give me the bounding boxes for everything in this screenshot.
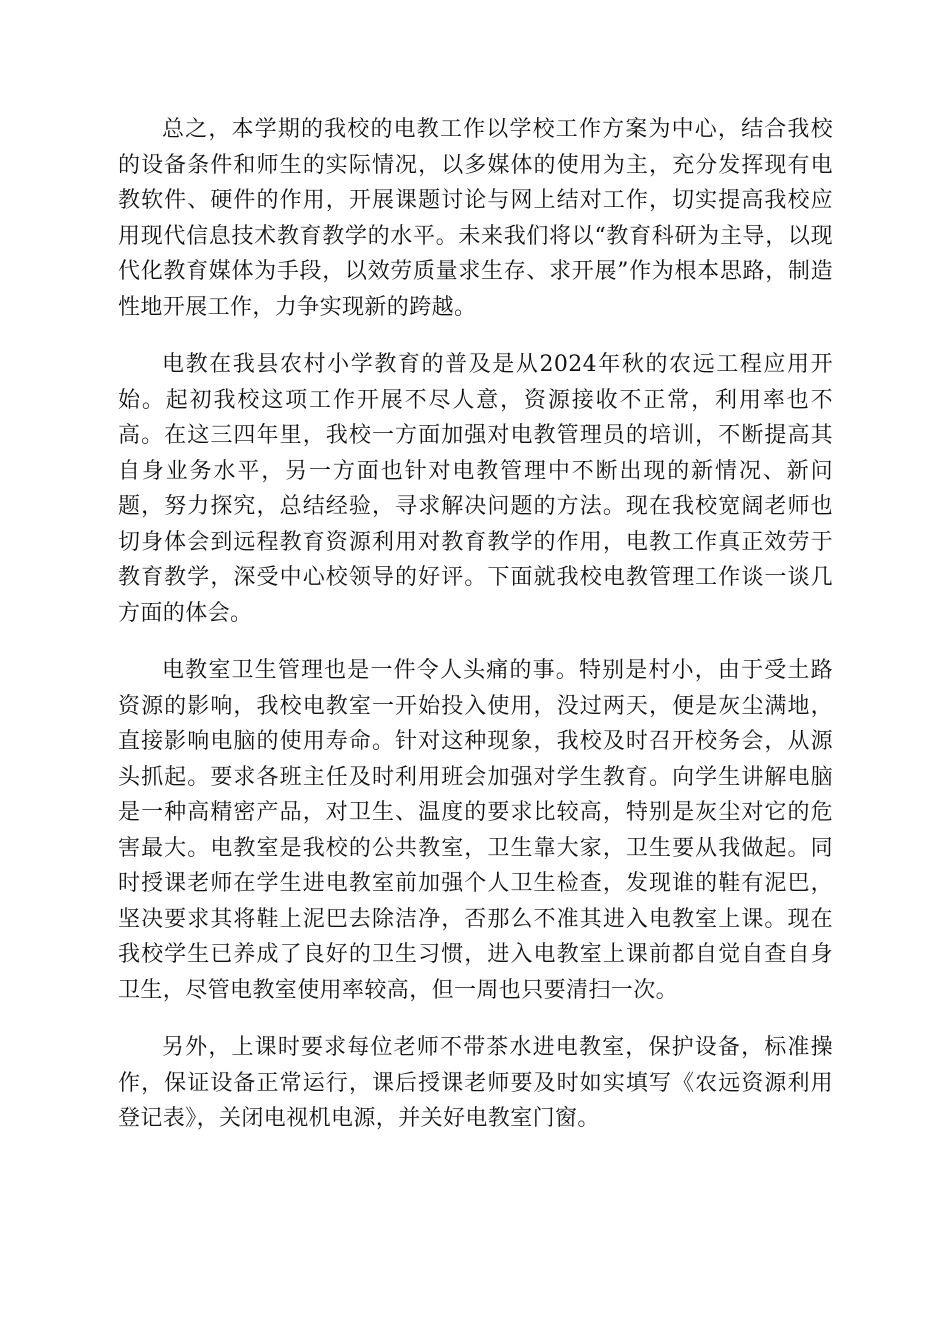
paragraph-hygiene: 电教室卫生管理也是一件令人头痛的事。特别是村小，由于受土路资源的影响，我校电教室一开始投入使用，没过两天，便是灰尘满地，直接影响电脑的使用寿命。针对这种现象，我校及时召开校务会，从源头抓起。要求各班主任及时利用班会加强对学生教育。向学生讲解电脑是一种高精密产品，对卫生、温度的要求比较高，特别是灰尘对它的危害最大。电教室是我校的公共教室，卫生靠大家，卫生要从我做起。同时授课老师在学生进电教室前加强个人卫生检查，发现谁的鞋有泥巴，坚决要求其将鞋上泥巴去除洁净，否那么不准其进入电教室上课。现在我校学生已养成了良好的卫生习惯，进入电教室上课前都自觉自查自身卫生，尽管电教室使用率较高，但一周也只要清扫一次。 bbox=[118, 658, 833, 1003]
paragraph-summary: 总之，本学期的我校的电教工作以学校工作方案为中心，结合我校的设备条件和师生的实际情况，以多媒体的使用为主，充分发挥现有电教软件、硬件的作用，开展课题讨论与网上结对工作，切实提高我校应用现代信息技术教育教学的水平。未来我们将以“教育科研为主导，以现代化教育媒体为手段，以效劳质量求生存、求开展”作为根本思路，制造性地开展工作，力争实现新的跨越。 bbox=[118, 117, 833, 320]
paragraph-history: 电教在我县农村小学教育的普及是从2024年秋的农远工程应用开始。起初我校这项工作开展不尽人意，资源接收不正常，利用率也不高。在这三四年里，我校一方面加强对电教管理员的培训，不断提高其自身业务水平，另一方面也针对电教管理中不断出现的新情况、新问题，努力探究，总结经验，寻求解决问题的方法。现在我校宽阔老师也切身体会到远程教育资源利用对教育教学的作用，电教工作真正效劳于教育教学，深受中心校领导的好评。下面就我校电教管理工作谈一谈几方面的体会。 bbox=[118, 352, 833, 626]
document-body bbox=[118, 112, 833, 1159]
paragraph-rules: 另外，上课时要求每位老师不带茶水进电教室，保护设备，标准操作，保证设备正常运行，课后授课老师要及时如实填写《农远资源利用登记表》，关闭电视机电源，并关好电教室门窗。 bbox=[118, 1035, 833, 1131]
